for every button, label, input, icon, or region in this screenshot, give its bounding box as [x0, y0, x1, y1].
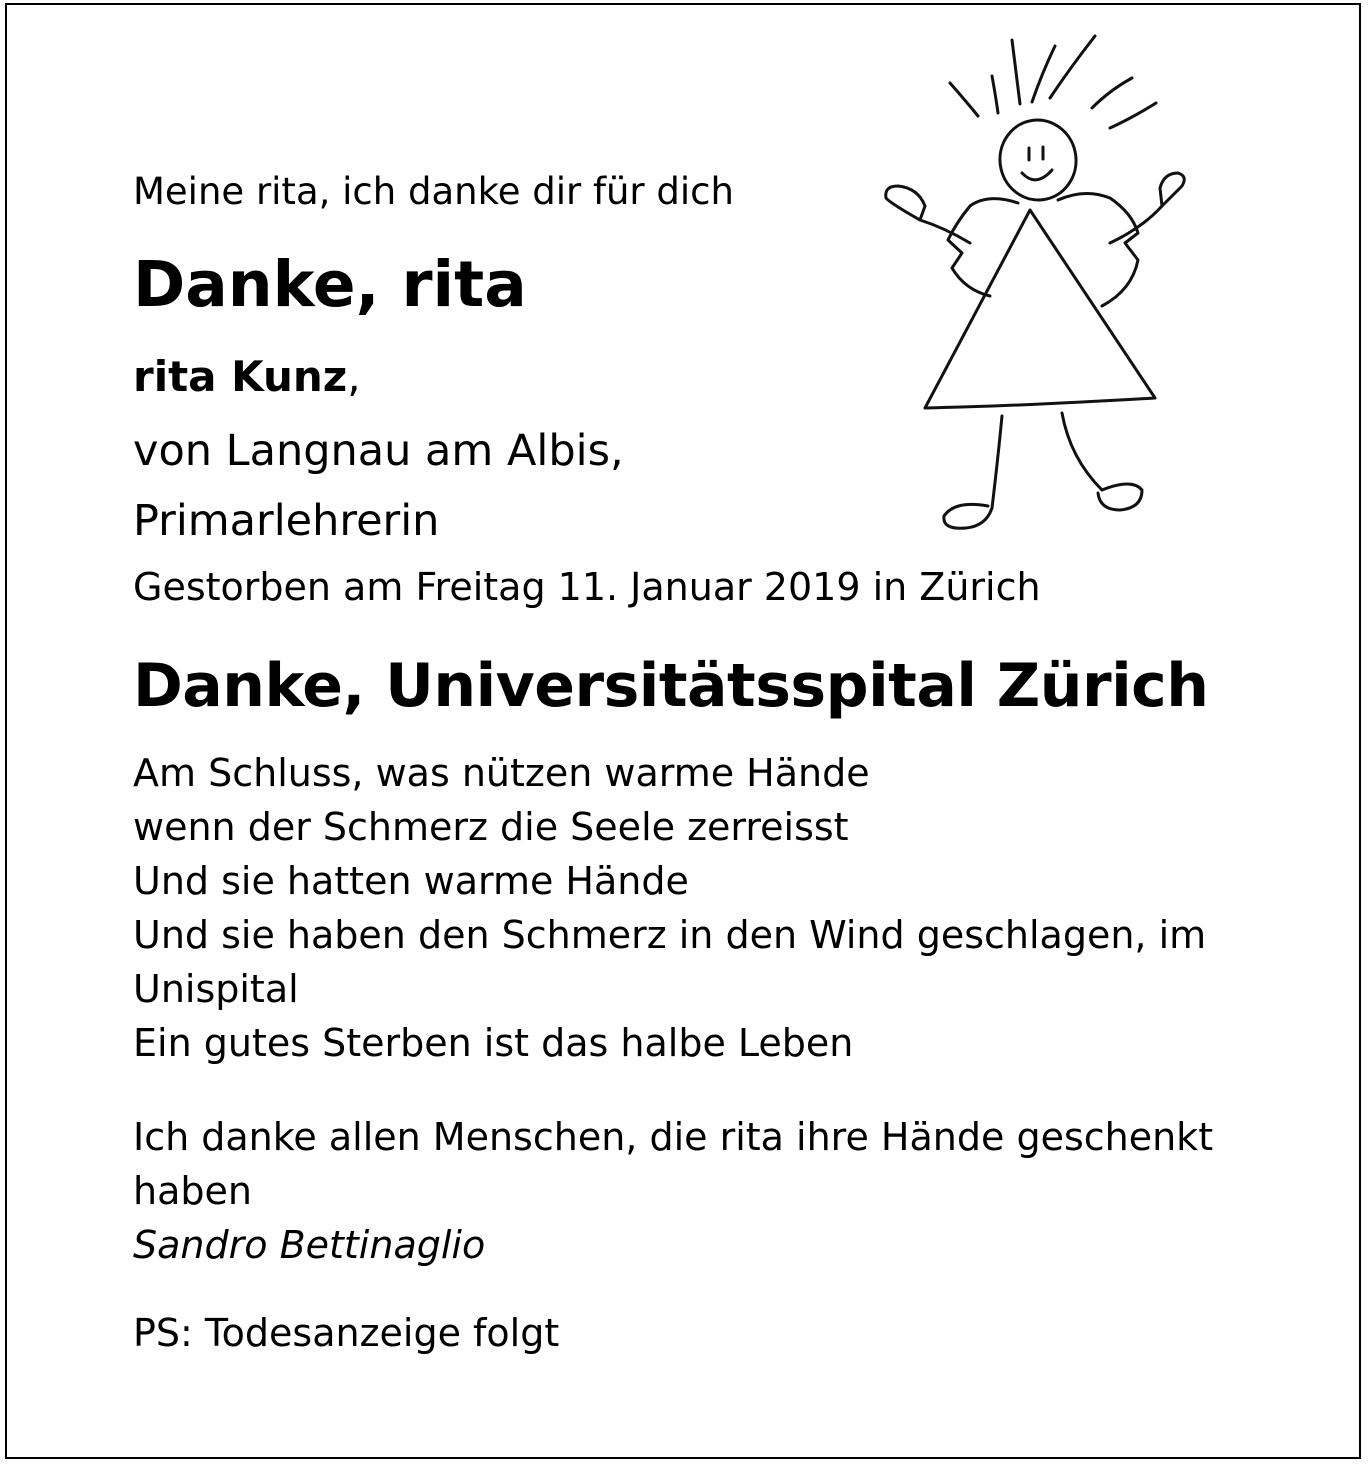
- deceased-name-line: [133, 352, 361, 401]
- poem-line: Unispital: [133, 967, 299, 1011]
- profession-line: Primarlehrerin: [133, 496, 440, 546]
- poem-line: Und sie hatten warme Hände: [133, 859, 689, 903]
- postscript: PS: Todesanzeige folgt: [133, 1311, 560, 1355]
- title-danke-hospital: Danke, Universitätsspital Zürich: [133, 651, 1209, 721]
- thanks-block: [133, 1110, 1213, 1272]
- signature: Sandro Bettinaglio: [133, 1223, 486, 1267]
- poem-line: Am Schluss, was nützen warme Hände: [133, 751, 870, 795]
- origin-line: von Langnau am Albis,: [133, 426, 624, 476]
- name-comma: ,: [347, 352, 361, 401]
- thanks-line: Ich danke allen Menschen, die rita ihre Hände geschenkt: [133, 1115, 1214, 1159]
- poem: [133, 746, 1206, 1070]
- death-date-line: Gestorben am Freitag 11. Januar 2019 in Zürich: [133, 565, 1041, 609]
- poem-line: Und sie haben den Schmerz in den Wind geschlagen, im: [133, 913, 1207, 957]
- intro-line: Meine rita, ich danke dir für dich: [133, 170, 734, 213]
- poem-line: Ein gutes Sterben ist das halbe Leben: [133, 1021, 854, 1065]
- angel-drawing-icon: [870, 28, 1200, 548]
- thanks-line: haben: [133, 1169, 252, 1213]
- poem-line: wenn der Schmerz die Seele zerreisst: [133, 805, 849, 849]
- title-danke-rita: Danke, rita: [133, 248, 527, 321]
- deceased-name: rita Kunz: [133, 352, 348, 401]
